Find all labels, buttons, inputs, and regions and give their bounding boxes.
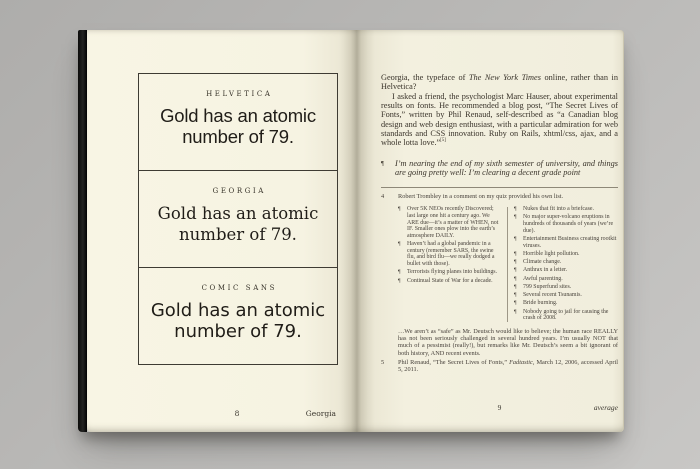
pilcrow-icon: ¶ xyxy=(398,277,401,284)
footnote-list-item xyxy=(514,309,617,322)
blockquote-text xyxy=(395,159,618,178)
pilcrow-icon: ¶ xyxy=(398,241,401,248)
right-page xyxy=(357,30,624,432)
text-run: Georgia, the typeface of xyxy=(381,73,469,82)
text-run: The New York Times xyxy=(468,73,541,82)
footnote-4-content xyxy=(398,193,618,357)
specimen-text-helvetica xyxy=(139,106,337,147)
footnote-item-text: Nobody going to jail for causing the crash of 2008. xyxy=(523,308,609,322)
footnote-list-columns xyxy=(398,206,618,323)
footnote-4-closing xyxy=(398,328,618,357)
footnote-5-number: 5 xyxy=(381,358,385,366)
footnote-item-text: Haven’t had a global pandemic in a century (remember SARS, the swine flu, and bird flu—we really dodged a bullet with those). xyxy=(407,241,495,268)
footnote-5 xyxy=(381,359,618,374)
right-page-footer xyxy=(381,403,618,412)
running-title: Georgia xyxy=(305,409,336,418)
footnote-list-item xyxy=(398,241,499,268)
text-run: …We aren’t as “safe” as Mr. Deutsch would like to believe; the human race REALLY has not been seriously challenged in several hundred years. I’m usually NOT that much of a pessimist (really!), but remarks like Mr. Deutsch’s seem a bit ignorant of both history, AND recent events. xyxy=(398,327,618,357)
specimen-comic-sans xyxy=(139,267,337,364)
footnote-item-text: Terrorists flying planes into buildings. xyxy=(407,269,498,276)
footnote-list-item xyxy=(514,276,617,283)
right-page-number: 9 xyxy=(497,403,502,412)
specimen-helvetica xyxy=(139,74,337,170)
body-paragraph-1 xyxy=(381,73,618,92)
footnote-4-number: 4 xyxy=(381,192,385,200)
book-spine xyxy=(78,30,87,432)
text-run: I asked a friend, the psychologist Marc Hauser, about experimental results on fonts. He recommended a blog post, “The Secret Lives of Fonts,” written by Phil Renaud, self-described as “a Canadian blog design and web design enthusiast, with a particular admiration for web standards and CSS innovation. Ruby on Rails, xhtml/css, ajax, and a whole lotta love.” xyxy=(381,91,618,148)
pilcrow-icon: ¶ xyxy=(514,250,517,257)
footnote-item-text: Bride burning. xyxy=(523,300,558,307)
footnote-4 xyxy=(381,193,618,357)
text-run: , March 12, 2006, accessed April 5, 2011. xyxy=(398,358,618,374)
footnote-list-item xyxy=(514,292,617,299)
footnote-item-text: Entertainment Business creating rootkit viruses. xyxy=(523,236,617,249)
pilcrow-icon: ¶ xyxy=(381,159,384,167)
footnote-list-item xyxy=(514,259,617,266)
footnote-list-item xyxy=(514,206,617,213)
footnote-list-item xyxy=(514,267,617,274)
font-specimen-box xyxy=(138,73,338,365)
footnote-4-intro: Robert Trombley in a comment on my quiz provided his own list. xyxy=(398,192,564,200)
specimen-label-helvetica: HELVETICA xyxy=(206,90,273,98)
specimen-line: number of 79. xyxy=(179,225,297,244)
footnote-list-item xyxy=(398,206,499,239)
pilcrow-icon: ¶ xyxy=(514,283,517,290)
left-page-number: 8 xyxy=(234,409,240,418)
specimen-line: Gold has an atomic xyxy=(150,300,326,321)
footnote-list-item xyxy=(514,284,617,291)
footnote-list-item xyxy=(514,236,617,249)
footnote-list-item xyxy=(514,251,617,258)
footnote-rule xyxy=(381,187,618,188)
body-paragraph-2 xyxy=(381,92,618,148)
footnote-list-item xyxy=(398,278,499,285)
pilcrow-icon: ¶ xyxy=(514,236,517,243)
footnote-item-text: Continual State of War for a decade. xyxy=(407,277,493,284)
footnote-5-content xyxy=(398,359,618,374)
specimen-line: number of 79. xyxy=(174,321,302,342)
footnote-reference: [5] xyxy=(440,138,446,144)
specimen-text-comic-sans xyxy=(139,300,337,342)
pilcrow-icon: ¶ xyxy=(398,269,401,276)
pilcrow-icon: ¶ xyxy=(514,308,517,315)
pilcrow-icon: ¶ xyxy=(514,267,517,274)
specimen-georgia xyxy=(139,170,337,267)
pilcrow-icon: ¶ xyxy=(514,300,517,307)
catchword: average xyxy=(593,403,618,412)
footnote-item-text: 799 Superfund sites. xyxy=(523,283,572,290)
specimen-label-comic-sans: COMIC SANS xyxy=(201,284,277,292)
specimen-label-georgia: GEORGIA xyxy=(212,187,266,195)
footnote-list-right-column xyxy=(514,206,617,323)
footnote-list-left-column xyxy=(398,206,499,323)
blockquote xyxy=(381,159,618,178)
footnote-item-text: Anthrax in a letter. xyxy=(523,267,568,274)
pilcrow-icon: ¶ xyxy=(514,214,517,221)
pilcrow-icon: ¶ xyxy=(514,275,517,282)
footnote-item-text: Nukes that fit into a briefcase. xyxy=(523,206,594,213)
specimen-text-georgia xyxy=(139,203,337,245)
footnote-list-item xyxy=(514,214,617,234)
footnote-item-text: Horrible light pollution. xyxy=(523,250,580,257)
footnote-item-text: Over 5K NEOs recently Discovered; last large one hit a century ago. We ARE due—it’s a matter of WHEN, not IF. Smaller ones plow into the earth’s atmosphere DAILY. xyxy=(407,206,499,239)
right-page-text-block xyxy=(381,73,618,373)
column-divider xyxy=(507,207,508,321)
text-run: Fadtastic xyxy=(509,358,533,366)
pilcrow-icon: ¶ xyxy=(514,259,517,266)
text-run: Phil Renaud, “The Secret Lives of Fonts,” xyxy=(398,358,510,366)
open-book xyxy=(78,30,623,432)
footnotes xyxy=(381,193,618,373)
footnote-item-text: No major super-volcano eruptions in hundreds of thousands of years (we’re due). xyxy=(523,214,614,234)
footnote-list-item xyxy=(398,269,499,276)
text-run: I’m nearing the end of my sixth semester of university, and things are going pretty well: I’m clearing a decent grade point xyxy=(395,158,618,178)
left-page-footer xyxy=(138,409,336,418)
pilcrow-icon: ¶ xyxy=(398,206,401,213)
pilcrow-icon: ¶ xyxy=(514,292,517,299)
footnote-item-text: Awful parenting. xyxy=(523,275,563,282)
pilcrow-icon: ¶ xyxy=(514,206,517,213)
footnote-item-text: Several recent Tsunamis. xyxy=(523,292,582,299)
footnote-list-item xyxy=(514,300,617,307)
specimen-line: Gold has an atomic xyxy=(160,105,316,126)
text-run: online, rather than in Helvetica? xyxy=(381,73,618,92)
specimen-line: Gold has an atomic xyxy=(157,204,319,223)
footnote-5-text xyxy=(398,359,618,374)
left-page xyxy=(87,30,357,432)
footnote-item-text: Climate change. xyxy=(523,259,562,266)
specimen-line: number of 79. xyxy=(182,125,294,147)
